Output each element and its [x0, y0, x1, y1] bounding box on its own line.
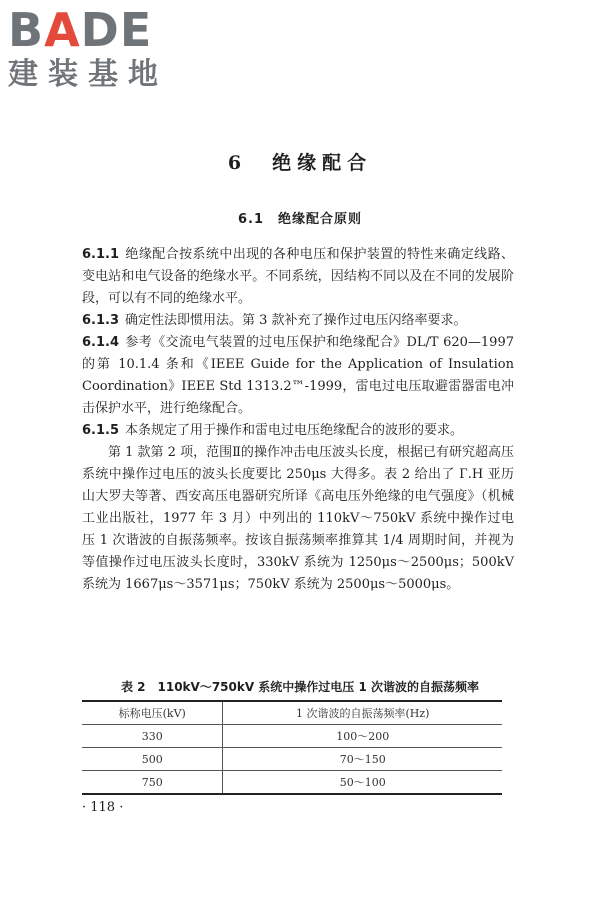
- table-cell: 100～200: [223, 725, 502, 748]
- clause-6-1-1: [82, 244, 514, 310]
- logo-letters-de: DE: [80, 3, 153, 57]
- frequency-table: [82, 700, 502, 795]
- clause-6-1-4: [82, 332, 514, 420]
- logo-letter-a: A: [44, 3, 81, 57]
- clause-6-1-5: [82, 420, 514, 442]
- table-title: 表 2 110kV～750kV 系统中操作过电压 1 次谐波的自振荡频率: [120, 680, 480, 694]
- table-cell: 330: [82, 725, 223, 748]
- logo-subtitle: 建装基地: [8, 57, 168, 92]
- clause-number: 6.1.1: [82, 247, 120, 262]
- table-cell: 70～150: [223, 748, 502, 771]
- chapter-title: 6 绝缘配合: [227, 152, 373, 174]
- page-number: · 118 ·: [82, 800, 124, 815]
- table-header-row: [82, 701, 502, 725]
- logo-brand: [8, 4, 178, 56]
- clause-text: 本条规定了用于操作和雷电过电压绝缘配合的波形的要求。: [125, 423, 464, 438]
- logo-letter-b: B: [8, 3, 45, 57]
- clause-number: 6.1.4: [82, 335, 120, 350]
- clause-text: 参考《交流电气装置的过电压保护和绝缘配合》DL/T 620—1997 的第 10.1.4 条和《IEEE Guide for the Application of Insulation Coordination》IEEE Std 1313.2™-1999，雷电过电压取避雷器雷电冲击保护水平，进行绝缘配合。: [82, 335, 514, 416]
- body-text: [82, 244, 514, 596]
- logo: [8, 4, 178, 92]
- table-row: [82, 725, 502, 748]
- clause-number: 6.1.5: [82, 423, 120, 438]
- table-header-cell: 标称电压(kV): [82, 701, 223, 725]
- table-cell: 750: [82, 771, 223, 795]
- clause-6-1-3: [82, 310, 514, 332]
- table-row: [82, 748, 502, 771]
- table-row: [82, 771, 502, 795]
- clause-text: 绝缘配合按系统中出现的各种电压和保护装置的特性来确定线路、变电站和电气设备的绝缘水平。不同系统，因结构不同以及在不同的发展阶段，可以有不同的绝缘水平。: [82, 247, 514, 306]
- clause-text: 确定性法即惯用法。第 3 款补充了操作过电压闪络率要求。: [125, 313, 467, 328]
- clause-number: 6.1.3: [82, 313, 120, 328]
- table-header-cell: 1 次谐波的自振荡频率(Hz): [223, 701, 502, 725]
- table-cell: 50～100: [223, 771, 502, 795]
- section-title: 6.1 绝缘配合原则: [237, 212, 363, 227]
- table-cell: 500: [82, 748, 223, 771]
- body-paragraph: 第 1 款第 2 项，范围Ⅱ的操作冲击电压波头长度，根据已有研究超高压系统中操作过电压的波头长度要比 250μs 大得多。表 2 给出了 Г.Н 亚历山大罗夫等著、西安高压电器研究所译《高电压外绝缘的电气强度》（机械工业出版社，1977 年 3 月）中列出的 110kV～750kV 系统中操作过电压 1 次谐波的自振荡频率。按该自振荡频率推算其 1/4 周期时间，并视为等值操作过电压波头长度时，330kV 系统为 1250μs～2500μs；500kV 系统为 1667μs～3571μs；750kV 系统为 2500μs～5000μs。: [82, 445, 514, 592]
